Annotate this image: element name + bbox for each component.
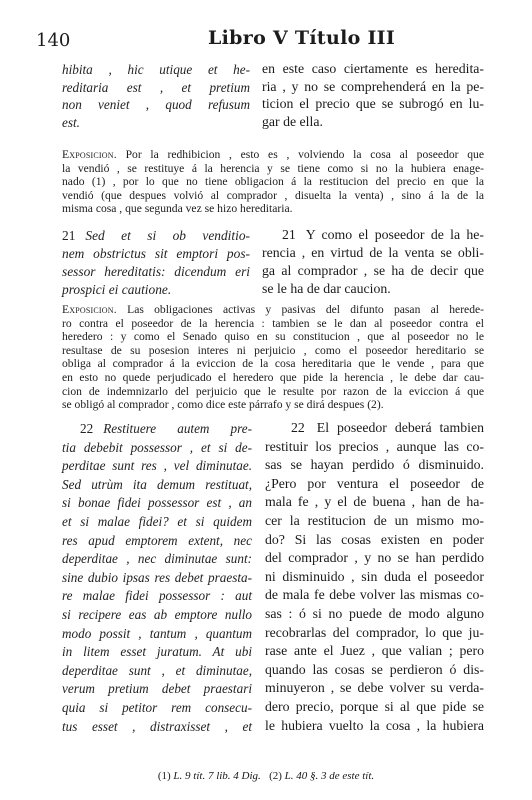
paragraph-number: 21 [282, 227, 296, 242]
footnote-2: (2) L. 40 §. 3 de este tít. [269, 770, 375, 782]
latin-line: 21 Sed et si ob venditio- [62, 228, 250, 243]
spanish-line: ticion el precio que se subrogó en lu- [262, 96, 484, 112]
spanish-column-block21 [262, 226, 484, 298]
spanish-line: rase ante el Juez , que valian ; pero [265, 643, 484, 659]
spanish-line: do? Si las cosas existen en poder [265, 531, 484, 547]
exposicion-1 [62, 148, 484, 216]
page-title: Libro V Título III [208, 27, 396, 49]
exposicion-line: se obligó al comprador , como dice este párrafo y se dirá despues (2). [62, 398, 384, 412]
exposicion-line: Exposicion. Las obligaciones activas y pasivas del difunto pasan al herede- [62, 303, 484, 316]
spanish-line: ¿Pero por ventura el poseedor de [265, 475, 484, 491]
spanish-line: ni disminuido , sin duda el poseedor [265, 568, 484, 584]
page-number: 140 [36, 30, 71, 51]
latin-line: tia debebit possessor , et si de- [62, 439, 252, 455]
spanish-line: 21 Y como el poseedor de la he- [282, 227, 484, 242]
footnote-1: (1) L. 9 tít. 7 lib. 4 Dig. [157, 770, 261, 782]
latin-line: in litem esset juratum. At ubi [62, 644, 252, 660]
latin-column-block22 [62, 420, 252, 736]
spanish-line: gar de ella. [262, 113, 323, 129]
exposicion-line: ro contra el poseedor de la herencia : tambien se le dan al poseedor contra el [62, 316, 484, 330]
exposicion-line: vendió (que despues volvió al comprador , disuelta la venta) , sino á la de la [62, 188, 484, 202]
latin-line: 22 Restituere autem pre- [80, 421, 252, 436]
exposicion-line: la vendió , se restituye á la herencia y se tiene como si no la hubiera enage- [62, 161, 484, 175]
latin-line: quia si petitor rem consecu- [62, 699, 252, 715]
latin-line: sessor hereditatis: dicendum eri [62, 264, 250, 279]
latin-line: et si malae fidei? et si quidem [62, 513, 252, 529]
latin-line: est. [62, 114, 80, 130]
exposicion-line: nado (1) , por lo que no tiene obligacion á la restitucion del precio en que la [62, 175, 484, 189]
spanish-line: dero precio, porque si al que pide se [265, 698, 484, 714]
exposicion-line: en esto no quede perjudicado el heredero que pide la herencia , le debe dar cau- [62, 370, 484, 384]
spanish-line: cer la restitucion de un mismo mo- [265, 512, 484, 528]
latin-line: verum pretium debet praestari [62, 681, 252, 697]
paragraph-number: 22 [80, 421, 94, 436]
spanish-line: de mala fe debe volver las mismas co- [265, 587, 484, 603]
exposicion-line: misma cosa , que segunda vez se hizo hereditaria. [62, 202, 293, 216]
paragraph-number: 21 [62, 228, 76, 243]
exposicion-label: Exposicion. [62, 148, 117, 161]
exposicion-line: obliga al comprador á la eviccion de la cosa hereditaria que le vende , para que [62, 357, 484, 371]
latin-line: sine dubio ipsas res debet praesta- [62, 569, 252, 585]
spanish-column-block22 [265, 419, 484, 735]
latin-line: modo possit , tantum , quantum [62, 625, 252, 641]
exposicion-label: Exposicion. [62, 303, 117, 316]
spanish-line: 22 El poseedor deberá tambien [291, 420, 484, 435]
spanish-line: quando las cosas se perdieron ó dis- [265, 661, 484, 677]
latin-line: non veniet , quod refusum [62, 97, 250, 113]
spanish-column-block1 [262, 60, 484, 130]
latin-line: si recipere eas ab emptore nullo [62, 606, 252, 622]
latin-line: hibita , hic utique et he- [62, 62, 250, 77]
latin-line: prospici ei cautione. [62, 282, 172, 297]
spanish-line: minuyeron , se debe volver su verda- [265, 680, 484, 696]
latin-line: tus esset , distraxisset , et [62, 718, 252, 734]
spanish-line: del comprador , y no se han perdido [265, 550, 484, 566]
latin-line: nem obstrictus sit emptori pos- [62, 246, 250, 261]
latin-line: deperditae sunt , et diminutae, [62, 662, 252, 678]
spanish-line: ria , y no se comprehenderá en la pe- [262, 78, 484, 94]
paragraph-number: 22 [291, 420, 305, 435]
spanish-line: ga al comprador , se ha de decir que [262, 263, 484, 278]
latin-line: res apud emptorem extent, nec [62, 532, 252, 548]
latin-column-block21 [62, 227, 250, 299]
spanish-line: mala fe , y el de buena , han de ha- [265, 494, 484, 510]
spanish-line: rencia , en virtud de la venta se obli- [262, 245, 484, 260]
spanish-line: sas se hayan perdido ó disminuido. [265, 457, 484, 473]
latin-line: deperditae , nec diminutae sunt: [62, 551, 252, 567]
latin-line: reditaria est , et pretium [62, 79, 250, 95]
latin-line: perditae sunt res , vel diminutae. [62, 458, 252, 474]
spanish-line: en este caso ciertamente es heredita- [262, 61, 484, 76]
exposicion-line: Exposicion. Por la redhibicion , esto es , volviendo la cosa al poseedor que [62, 148, 484, 161]
spanish-line: sas : ó si no puede de modo alguno [265, 605, 484, 621]
exposicion-line: heredero : y como el Senado quiso en su constitucion , que al poseedor no le [62, 330, 484, 344]
spanish-line: se le ha de dar caucion. [262, 281, 391, 296]
exposicion-line: resultase de su posesion interes ni perjuicio , como el poseedor hereditario se [62, 343, 484, 357]
latin-column-block1 [62, 61, 250, 131]
spanish-line: le hubiera vuelto la cosa , la hubiera [265, 717, 484, 733]
latin-line: si bonae fidei possessor est , an [62, 495, 252, 511]
exposicion-2 [62, 303, 484, 412]
latin-line: Sed utrùm ita demum restituat, [62, 476, 252, 492]
footnotes [0, 770, 532, 782]
spanish-line: recobrarlas del comprador, lo que ju- [265, 624, 484, 640]
spanish-line: restituir los precios , aunque las co- [265, 438, 484, 454]
latin-line: re malae fidei possessor : aut [62, 588, 252, 604]
exposicion-line: cion de indemnizarlo del perjuicio que le resulte por razon de la eviccion á que [62, 384, 484, 398]
